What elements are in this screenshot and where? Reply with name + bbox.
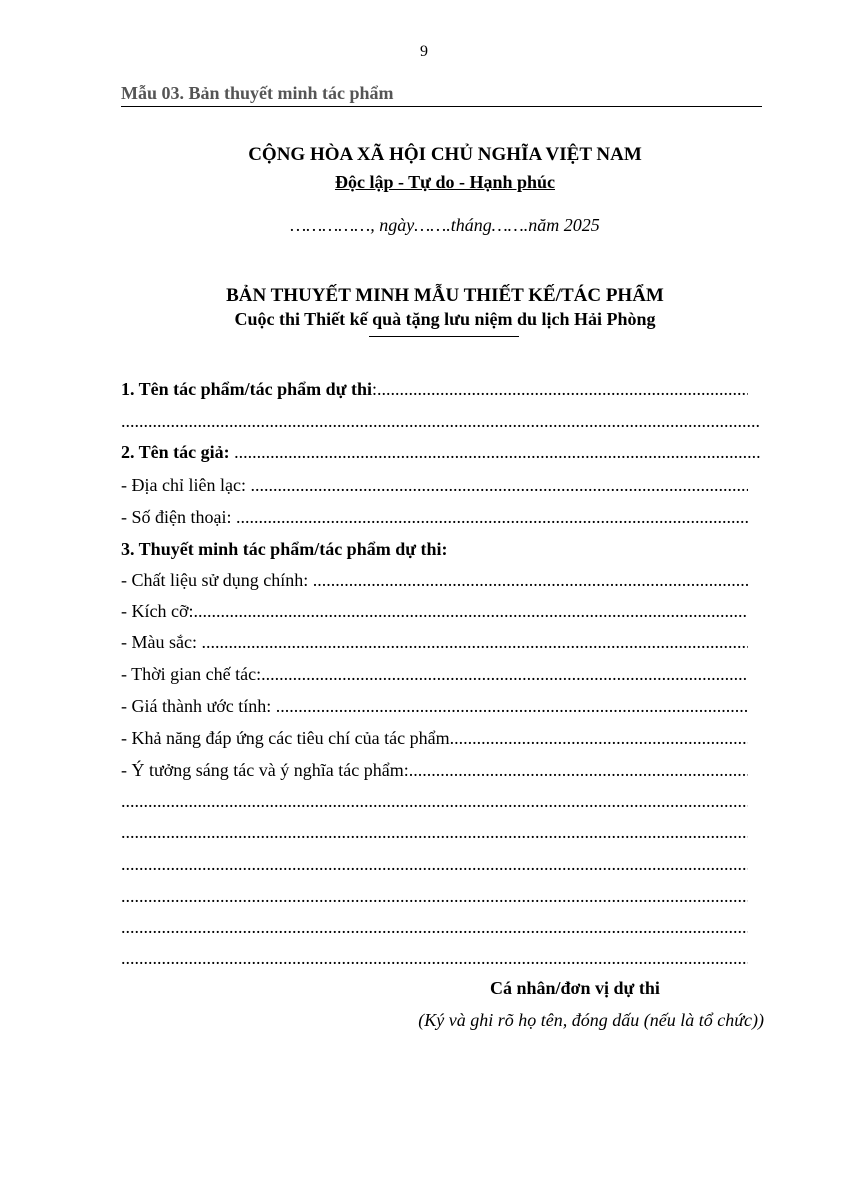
field-label: - Màu sắc: bbox=[121, 632, 202, 652]
fill-line bbox=[276, 696, 748, 716]
field-separator: : bbox=[372, 379, 378, 399]
field-label: - Thời gian chế tác: bbox=[121, 664, 262, 684]
field-label: 1. Tên tác phẩm/tác phẩm dự thi bbox=[121, 379, 372, 399]
fill-line bbox=[313, 570, 748, 590]
title-divider bbox=[369, 336, 519, 337]
field-idea-continued[interactable] bbox=[121, 852, 748, 876]
fill-line bbox=[121, 948, 748, 968]
field-idea-continued[interactable] bbox=[121, 820, 748, 844]
fill-line bbox=[201, 632, 748, 652]
field-idea-continued[interactable] bbox=[121, 789, 748, 813]
motto-text: Độc lập - Tự do - Hạnh phúc bbox=[334, 172, 556, 192]
field-label: - Kích cỡ: bbox=[121, 601, 194, 621]
motto bbox=[0, 172, 848, 193]
signer-label: Cá nhân/đơn vị dự thi bbox=[490, 978, 660, 998]
document-title: BẢN THUYẾT MINH MẪU THIẾT KẾ/TÁC PHẨM bbox=[226, 285, 664, 306]
fill-line bbox=[121, 411, 761, 431]
field-work-name[interactable] bbox=[121, 377, 748, 401]
fill-line bbox=[121, 822, 748, 842]
fill-line bbox=[236, 507, 748, 527]
field-color[interactable] bbox=[121, 630, 748, 654]
fill-line bbox=[121, 886, 748, 906]
field-author[interactable] bbox=[121, 440, 761, 464]
fill-line bbox=[409, 760, 748, 780]
field-idea-continued[interactable] bbox=[121, 884, 748, 908]
field-work-name-continued[interactable] bbox=[121, 409, 761, 433]
page-number: 9 bbox=[420, 43, 428, 60]
field-idea[interactable] bbox=[121, 758, 748, 782]
field-craft-time[interactable] bbox=[121, 662, 748, 686]
field-idea-continued[interactable] bbox=[121, 946, 748, 970]
fill-line bbox=[450, 728, 748, 748]
fill-line bbox=[234, 442, 761, 462]
fill-line bbox=[121, 791, 748, 811]
fill-line bbox=[261, 664, 748, 684]
field-label: 2. Tên tác giả: bbox=[121, 442, 230, 462]
field-label: - Địa chỉ liên lạc: bbox=[121, 475, 251, 495]
field-idea-continued[interactable] bbox=[121, 915, 748, 939]
section-3-heading bbox=[121, 537, 748, 561]
document-subtitle: Cuộc thi Thiết kế quà tặng lưu niệm du lịch Hải Phòng bbox=[234, 309, 656, 329]
field-material[interactable] bbox=[121, 568, 748, 592]
field-criteria[interactable] bbox=[121, 726, 748, 750]
fill-line bbox=[377, 379, 748, 399]
field-address[interactable] bbox=[121, 473, 748, 497]
field-label: - Chất liệu sử dụng chính: bbox=[121, 570, 313, 590]
header-divider bbox=[121, 106, 762, 107]
field-label: - Ý tưởng sáng tác và ý nghĩa tác phẩm: bbox=[121, 760, 409, 780]
field-price[interactable] bbox=[121, 694, 748, 718]
section-label: 3. Thuyết minh tác phẩm/tác phẩm dự thi: bbox=[121, 539, 448, 559]
field-label: - Khả năng đáp ứng các tiêu chí của tác phẩm bbox=[121, 728, 450, 748]
signature-note: (Ký và ghi rõ họ tên, đóng dấu (nếu là tổ chức)) bbox=[418, 1010, 764, 1030]
field-phone[interactable] bbox=[121, 505, 748, 529]
fill-line bbox=[250, 475, 748, 495]
fill-line bbox=[194, 601, 749, 621]
form-code-heading: Mẫu 03. Bản thuyết minh tác phẩm bbox=[121, 83, 394, 103]
dateline: ……………, ngày…….tháng…….năm 2025 bbox=[290, 215, 600, 235]
national-title: CỘNG HÒA XÃ HỘI CHỦ NGHĨA VIỆT NAM bbox=[248, 144, 642, 165]
field-label: - Số điện thoại: bbox=[121, 507, 236, 527]
fill-line bbox=[121, 854, 748, 874]
fill-line bbox=[121, 917, 748, 937]
field-size[interactable] bbox=[121, 599, 748, 623]
field-label: - Giá thành ước tính: bbox=[121, 696, 276, 716]
